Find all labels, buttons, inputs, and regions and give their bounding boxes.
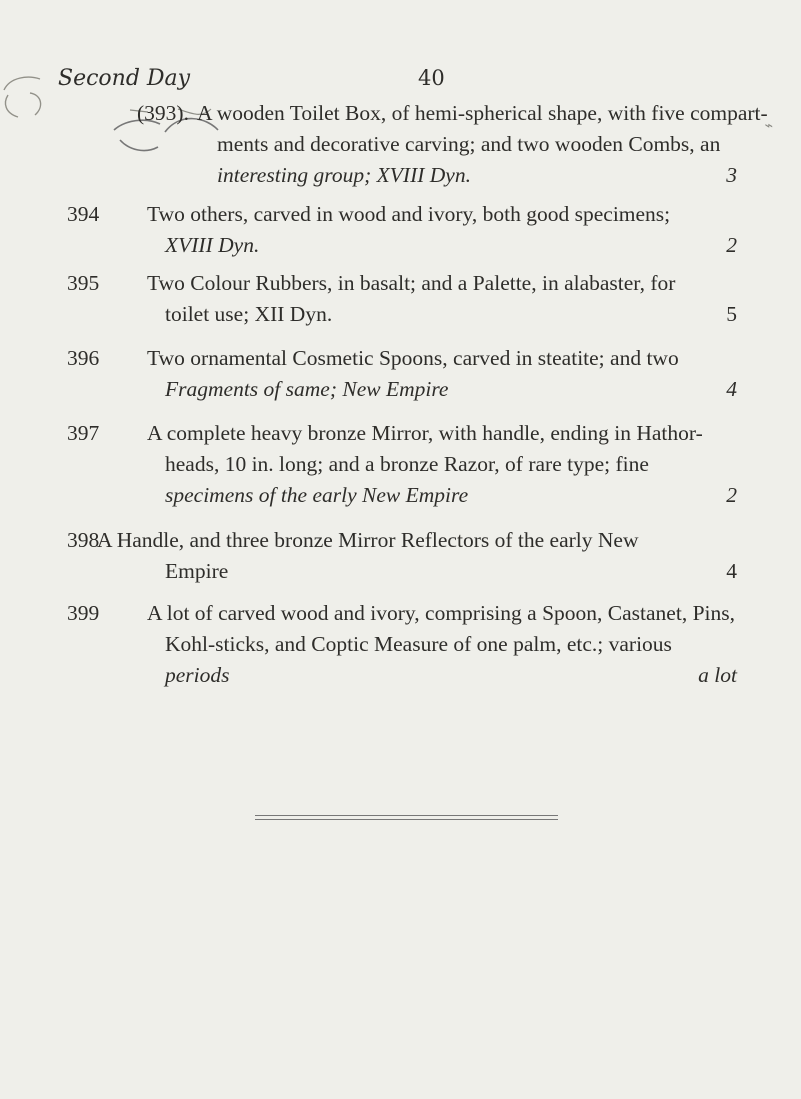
lot-line: Two Colour Rubbers, in basalt; and a Palette, in alabaster, for (147, 271, 676, 295)
lot-line: toilet use; XII Dyn. 5 (147, 299, 737, 330)
lot-quantity: a lot (698, 663, 737, 687)
page-header (58, 66, 758, 96)
lot-394 (67, 199, 737, 261)
lot-398 (67, 525, 737, 587)
lot-399 (67, 598, 737, 691)
lot-line: A wooden Toilet Box, of hemi-spherical shape, with five compart- (197, 101, 768, 125)
lot-line: A complete heavy bronze Mirror, with handle, ending in Hathor- (147, 421, 703, 445)
lot-quantity: 5 (726, 302, 737, 326)
page-number: 40 (418, 66, 445, 90)
margin-mark: ⌁ (764, 118, 773, 134)
lot-line: Two others, carved in wood and ivory, both good specimens; (147, 202, 671, 226)
lot-line: Kohl-sticks, and Coptic Measure of one palm, etc.; various (165, 632, 672, 656)
lot-397 (67, 418, 737, 511)
lot-395 (67, 268, 737, 330)
lot-393 (137, 98, 768, 191)
lot-line: XVIII Dyn. 2 (147, 230, 737, 261)
lot-quantity: 4 (726, 559, 737, 583)
lot-number: 399 (67, 601, 100, 625)
lot-line: Two ornamental Cosmetic Spoons, carved in steatite; and two (147, 346, 679, 370)
lot-number: 396 (67, 346, 100, 370)
lot-line: Fragments of same; New Empire 4 (147, 374, 737, 405)
lot-line: interesting group; XVIII Dyn. 3 (147, 160, 737, 191)
lot-line: heads, 10 in. long; and a bronze Razor, of rare type; fine (165, 452, 649, 476)
margin-sketch-icon (0, 65, 52, 125)
lot-number: (393). (137, 101, 189, 125)
lot-quantity: 2 (726, 483, 737, 507)
lot-number: 394 (67, 202, 100, 226)
lot-line: periods a lot (147, 660, 737, 691)
section-divider (255, 815, 558, 820)
lot-396 (67, 343, 737, 405)
lot-number: 395 (67, 271, 100, 295)
lot-number: 397 (67, 421, 100, 445)
lot-line: A lot of carved wood and ivory, comprising a Spoon, Castanet, Pins, (147, 601, 735, 625)
lot-quantity: 4 (726, 377, 737, 401)
lot-line: Empire 4 (147, 556, 737, 587)
lot-quantity: 3 (726, 163, 737, 187)
lot-line: ments and decorative carving; and two wooden Combs, an (217, 132, 721, 156)
lot-line: A Handle, and three bronze Mirror Reflectors of the early New (97, 528, 639, 552)
lot-quantity: 2 (726, 233, 737, 257)
lot-number: 398 (67, 528, 100, 552)
day-title: Second Day (58, 66, 191, 91)
lot-line: specimens of the early New Empire 2 (147, 480, 737, 511)
